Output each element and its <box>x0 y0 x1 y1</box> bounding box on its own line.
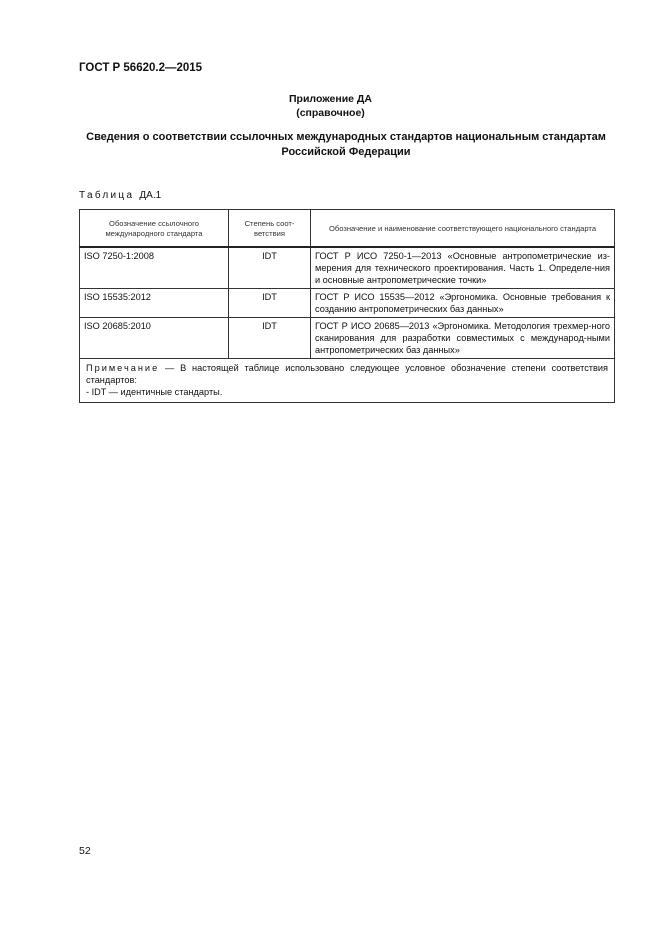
table-row <box>80 247 615 289</box>
table-caption-label: Таблица <box>79 190 135 201</box>
appendix-title: Приложение ДА <box>289 93 372 105</box>
table-note <box>80 359 615 403</box>
note-item: - IDT — идентичные стандарты. <box>86 387 223 397</box>
page-number: 52 <box>79 845 91 857</box>
national-standard-cell: ГОСТ Р ИСО 15535—2012 «Эргономика. Основные требования к созданию антропометрических баз данных» <box>311 289 615 318</box>
table-row <box>80 289 615 318</box>
intl-standard-cell: ISO 7250-1:2008 <box>80 247 229 289</box>
table-caption-number: ДА.1 <box>139 190 162 201</box>
table-header-row <box>80 210 615 248</box>
intl-standard-cell: ISO 15535:2012 <box>80 289 229 318</box>
appendix-heading-line2: Российской Федерации <box>281 146 411 158</box>
degree-cell: IDT <box>229 318 311 359</box>
intl-standard-cell: ISO 20685:2010 <box>80 318 229 359</box>
column-header-degree: Степень соот-ветствия <box>229 210 311 248</box>
appendix-subtitle: (справочное) <box>296 107 365 119</box>
document-code: ГОСТ Р 56620.2—2015 <box>79 62 203 74</box>
national-standard-cell: ГОСТ Р ИСО 7250-1—2013 «Основные антропометрические из-мерения для технического проектирования. Часть 1. Определе-ния и основные антропометрические точки» <box>311 247 615 289</box>
degree-cell: IDT <box>229 247 311 289</box>
note-text: — В настоящей таблице использовано следующее условное обозначение степени соответствия стандартов: <box>86 363 608 385</box>
appendix-heading-line1: Сведения о соответствии ссылочных международных стандартов национальным стандартам <box>86 131 606 143</box>
table-caption <box>79 190 161 201</box>
national-standard-cell: ГОСТ Р ИСО 20685—2013 «Эргономика. Методология трехмер-ного сканирования для разработки совместимых с международ-ными антропометрических баз данных» <box>311 318 615 359</box>
correspondence-table <box>79 209 615 403</box>
appendix-heading <box>79 130 613 160</box>
column-header-intl: Обозначение ссылочного международного стандарта <box>80 210 229 248</box>
note-label: Примечание <box>86 363 160 373</box>
column-header-national: Обозначение и наименование соответствующего национального стандарта <box>311 210 615 248</box>
table-row <box>80 318 615 359</box>
table-note-row <box>80 359 615 403</box>
degree-cell: IDT <box>229 289 311 318</box>
